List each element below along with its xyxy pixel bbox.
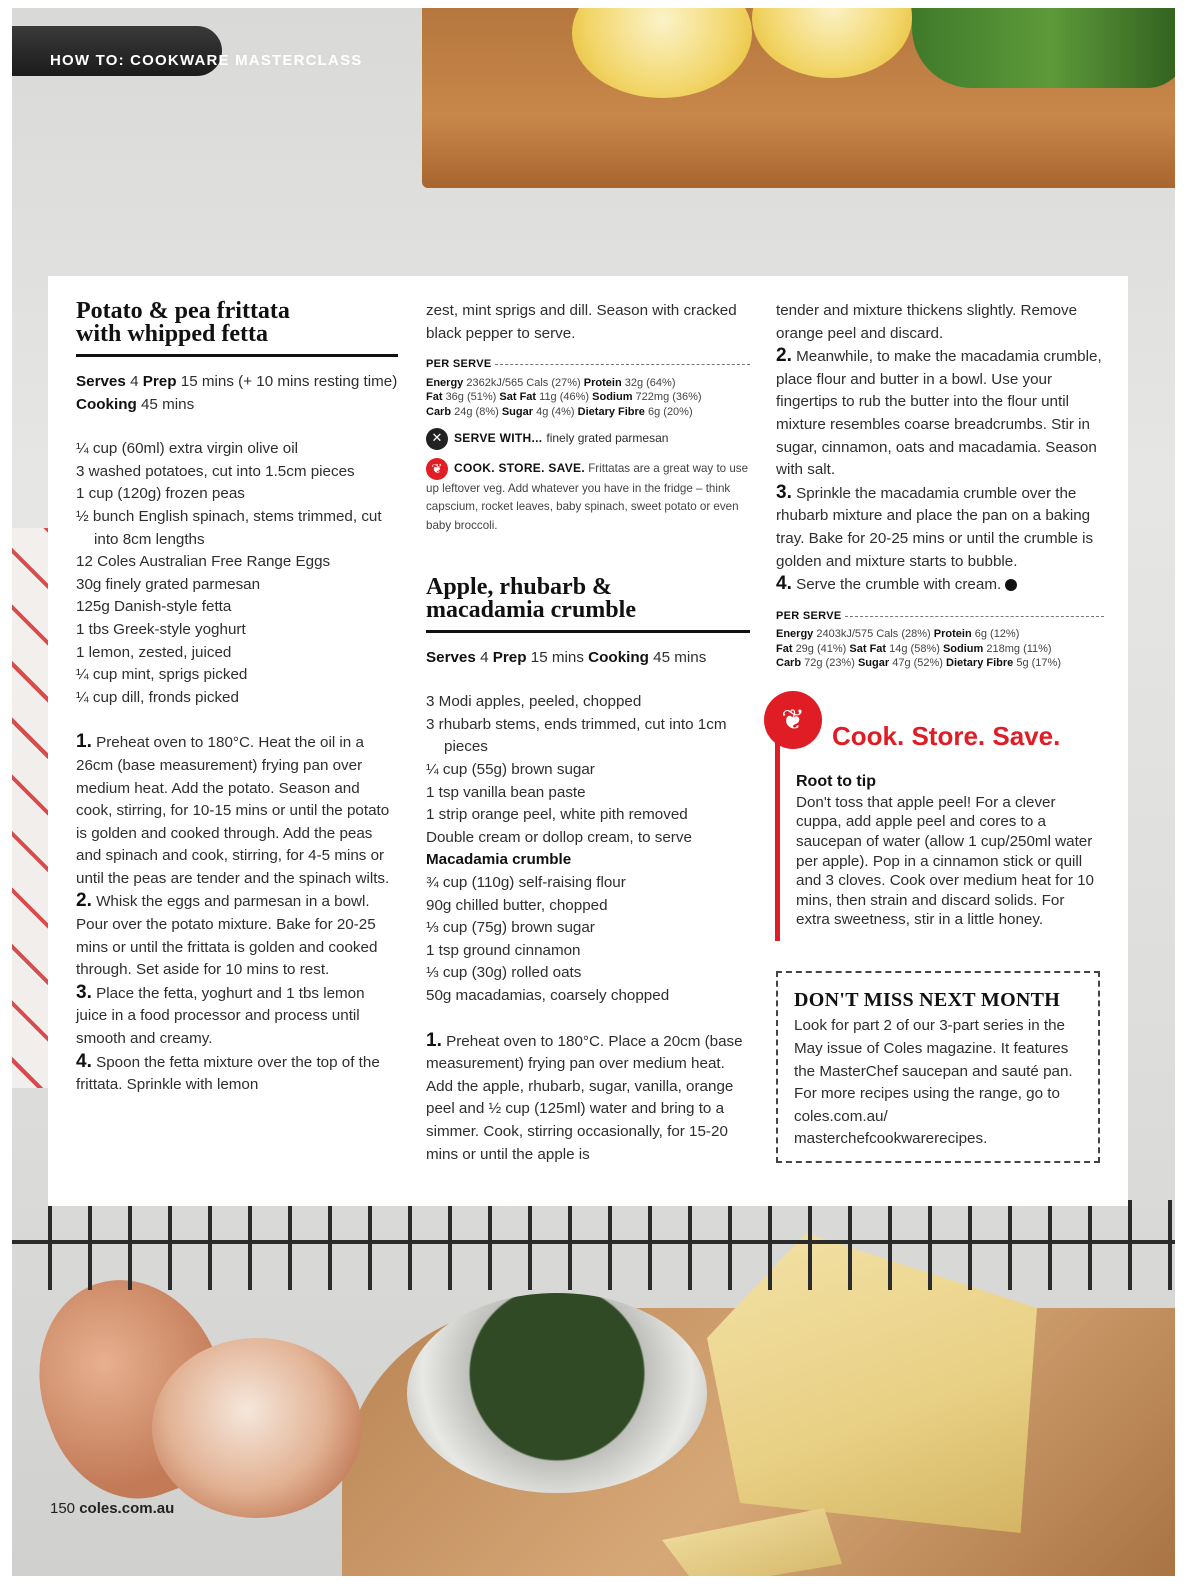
recipe-title bbox=[76, 300, 398, 346]
nutrition-value: 722mg (36%) bbox=[635, 391, 702, 404]
end-mark-icon bbox=[1005, 579, 1017, 591]
method-step bbox=[776, 482, 1104, 573]
nutrition-label: Dietary Fibre bbox=[577, 405, 645, 418]
nutrition-value: 2362kJ/565 Cals (27%) bbox=[466, 376, 581, 389]
cook-store-save-title: Cook. Store. Save. bbox=[832, 720, 1061, 751]
nutrition-value: 6g (12%) bbox=[974, 628, 1020, 641]
page-number: 150 bbox=[50, 1500, 76, 1517]
step-number: 2. bbox=[776, 345, 792, 367]
ingredient: 125g Danish-style fetta bbox=[76, 598, 232, 616]
column-2 bbox=[426, 300, 750, 1166]
tip-label: COOK. STORE. SAVE. bbox=[454, 460, 585, 475]
nutrition-value: 6g (20%) bbox=[647, 405, 693, 418]
nutrition-label: Sat Fat bbox=[499, 391, 537, 404]
nutrition-value: 2403kJ/575 Cals (28%) bbox=[816, 628, 931, 641]
nutrition-value: 36g (51%) bbox=[445, 391, 497, 404]
nutrition-info bbox=[426, 376, 750, 420]
nutrition-label: Sugar bbox=[857, 657, 890, 670]
title-rule bbox=[76, 354, 398, 357]
ingredient: ⅓ cup (30g) rolled oats bbox=[426, 964, 582, 982]
ingredient: ¾ cup (110g) self-raising flour bbox=[426, 874, 626, 891]
nutrition-value: 11g (46%) bbox=[539, 391, 590, 404]
column-1 bbox=[76, 300, 398, 1097]
cooking-value: 45 mins bbox=[653, 648, 707, 666]
ingredient-subheading: Macadamia crumble bbox=[426, 851, 572, 869]
step-text: Serve the crumble with cream. bbox=[796, 576, 1002, 594]
method-step bbox=[76, 982, 398, 1051]
recipe-meta bbox=[426, 647, 750, 670]
cook-store-save-tip bbox=[426, 458, 750, 536]
per-serve-label: PER SERVE bbox=[776, 609, 842, 622]
method-step bbox=[76, 1051, 398, 1097]
ingredient: 1 tsp vanilla bean paste bbox=[426, 783, 586, 801]
ingredient: Double cream or dollop cream, to serve bbox=[426, 828, 692, 846]
cooking-label: Cooking bbox=[76, 395, 137, 413]
ingredient: ¼ cup dill, fronds picked bbox=[76, 688, 239, 706]
recipe-title-line: Apple, rhubarb & bbox=[426, 573, 613, 600]
eggshell-image bbox=[152, 1338, 362, 1518]
step-number: 2. bbox=[76, 890, 92, 912]
prep-value: 15 mins (+ 10 mins resting time) bbox=[180, 373, 398, 390]
method-step bbox=[776, 573, 1104, 597]
method-step bbox=[76, 890, 398, 981]
title-rule bbox=[426, 630, 750, 633]
nutrition-value: 72g (23%) bbox=[804, 657, 855, 670]
nutrition-value: 5g (17%) bbox=[1016, 657, 1061, 670]
herbs-image bbox=[912, 8, 1175, 88]
method-step bbox=[776, 345, 1104, 482]
leaf-icon: ❦ bbox=[764, 691, 822, 749]
leaf-icon: ❦ bbox=[426, 458, 448, 480]
per-serve-heading bbox=[426, 353, 750, 376]
column-3 bbox=[776, 300, 1104, 1163]
step-number: 1. bbox=[76, 731, 92, 753]
nutrition-label: Sodium bbox=[942, 642, 984, 655]
nutrition-value: 47g (52%) bbox=[892, 657, 943, 670]
step-text: Sprinkle the macadamia crumble over the rhubarb mixture and place the pan on a baking tray. Bake for 20-25 mins or until the crumble is golden and mixture starts to bubble. bbox=[776, 484, 1094, 570]
method-step-continued: zest, mint sprigs and dill. Season with cracked black pepper to serve. bbox=[426, 302, 737, 342]
ingredient: ¼ cup (55g) brown sugar bbox=[426, 761, 595, 779]
nutrition-label: Protein bbox=[933, 628, 972, 641]
recipe-meta bbox=[76, 371, 398, 416]
ingredient: 1 strip orange peel, white pith removed bbox=[426, 806, 688, 824]
ingredient: 12 Coles Australian Free Range Eggs bbox=[76, 553, 331, 571]
cooking-label: Cooking bbox=[588, 648, 649, 666]
recipe-panel bbox=[48, 276, 1128, 1206]
ingredient: 3 Modi apples, peeled, chopped bbox=[426, 693, 642, 711]
step-text: Preheat oven to 180°C. Place a 20cm (base measurement) frying pan over medium heat. Add the apple, rhubarb, sugar, vanilla, orange peel and ½ cup (125ml) water and bring to a simmer. Cook, stirring occasionally, for 15-20 mins or until the apple is bbox=[426, 1032, 743, 1163]
nutrition-label: Energy bbox=[776, 628, 814, 641]
step-number: 4. bbox=[776, 573, 792, 595]
step-text: Place the fetta, yoghurt and 1 tbs lemon juice in a food processor and process until smooth and creamy. bbox=[76, 984, 365, 1048]
method-step bbox=[76, 731, 398, 890]
serve-with-label: SERVE WITH... bbox=[454, 431, 543, 446]
ingredient: ½ bunch English spinach, stems trimmed, cut into 8cm lengths bbox=[76, 507, 382, 548]
per-serve-heading bbox=[776, 605, 1104, 628]
nutrition-value: 14g (58%) bbox=[889, 642, 940, 655]
nutrition-label: Sugar bbox=[501, 405, 534, 418]
nutrition-value: 4g (4%) bbox=[536, 405, 575, 418]
serves-value: 4 bbox=[480, 648, 489, 666]
recipe-title-line: Potato & pea frittata bbox=[76, 298, 290, 324]
nutrition-label: Sat Fat bbox=[849, 642, 887, 655]
ingredient: 30g finely grated parmesan bbox=[76, 575, 261, 593]
page-footer bbox=[50, 1500, 174, 1517]
nutrition-value: 29g (41%) bbox=[795, 642, 847, 655]
dont-miss-title: DON'T MISS NEXT MONTH bbox=[794, 988, 1061, 1011]
cooking-value: 45 mins bbox=[140, 395, 195, 413]
nutrition-value: 24g (8%) bbox=[454, 405, 499, 418]
step-number: 1. bbox=[426, 1029, 442, 1051]
ingredient: 1 tbs Greek-style yoghurt bbox=[76, 620, 246, 638]
red-accent-line bbox=[775, 741, 780, 941]
serves-label: Serves bbox=[426, 648, 476, 666]
step-text: Spoon the fetta mixture over the top of the frittata. Sprinkle with lemon bbox=[76, 1053, 380, 1094]
serves-value: 4 bbox=[130, 373, 139, 390]
prep-label: Prep bbox=[142, 373, 177, 390]
ingredient: 1 cup (120g) frozen peas bbox=[76, 485, 245, 503]
step-text: Preheat oven to 180°C. Heat the oil in a 26cm (base measurement) frying pan over medium heat. Add the potato. Season and cook, stirring, for 10-15 mins or until the potato is golden and cooked through. Add the peas and spinach and cook, stirring, for 4-5 mins or until the peas are tender and the spinach wilts. bbox=[76, 734, 390, 887]
nutrition-label: Dietary Fibre bbox=[946, 657, 1014, 670]
ingredient: 3 washed potatoes, cut into 1.5cm pieces bbox=[76, 462, 355, 480]
nutrition-label: Sodium bbox=[592, 391, 633, 404]
nutrition-label: Carb bbox=[776, 657, 802, 670]
prep-value: 15 mins bbox=[530, 648, 584, 666]
cooling-rack-image bbox=[12, 1200, 1175, 1290]
prep-label: Prep bbox=[492, 648, 527, 666]
method-step-continued: tender and mixture thickens slightly. Remove orange peel and discard. bbox=[776, 302, 1078, 342]
step-text: Whisk the eggs and parmesan in a bowl. Pour over the potato mixture. Bake for 20-25 mins or until the frittata is golden and cooked through. Set aside for 10 mins to rest. bbox=[76, 893, 378, 979]
dont-miss-body: Look for part 2 of our 3-part series in the May issue of Coles magazine. It features the MasterChef saucepan and sauté pan. For more recipes using the range, go to coles.com.au/ masterchefcookwarerecipes. bbox=[794, 1017, 1073, 1148]
nutrition-label: Energy bbox=[426, 376, 464, 389]
cook-store-save-box bbox=[776, 691, 1104, 941]
cutlery-icon: ✕ bbox=[426, 428, 448, 450]
nutrition-value: 218mg (11%) bbox=[986, 642, 1052, 655]
ingredient: 1 tsp ground cinnamon bbox=[426, 941, 581, 959]
ingredient: 1 lemon, zested, juiced bbox=[76, 643, 232, 661]
nutrition-info bbox=[776, 627, 1104, 671]
footer-site: coles.com.au bbox=[79, 1500, 175, 1517]
ingredient-list bbox=[76, 438, 398, 709]
nutrition-label: Protein bbox=[583, 376, 622, 389]
per-serve-label: PER SERVE bbox=[426, 358, 492, 371]
nutrition-label: Fat bbox=[426, 391, 443, 404]
ingredient: 3 rhubarb stems, ends trimmed, cut into 1cm pieces bbox=[426, 715, 727, 756]
serve-with-text: finely grated parmesan bbox=[546, 431, 669, 446]
recipe-title bbox=[426, 573, 750, 623]
ingredient: ¼ cup mint, sprigs picked bbox=[76, 666, 248, 684]
tip-text: Frittatas are a great way to use up leftover veg. Add whatever you have in the fridge – think capscium, rocket leaves, baby spinach, sweet potato or even baby broccoli. bbox=[426, 461, 749, 533]
cook-store-save-subtitle: Root to tip bbox=[796, 772, 876, 790]
serve-with bbox=[426, 427, 750, 450]
ingredient: ¼ cup (60ml) extra virgin olive oil bbox=[76, 440, 298, 458]
nutrition-label: Fat bbox=[776, 642, 793, 655]
ingredient: 90g chilled butter, chopped bbox=[426, 896, 608, 914]
ingredient: ⅓ cup (75g) brown sugar bbox=[426, 919, 595, 937]
ingredient-list bbox=[426, 691, 750, 1007]
section-title: HOW TO: COOKWARE MASTERCLASS bbox=[50, 52, 363, 69]
cook-store-save-body: Don't toss that apple peel! For a clever cuppa, add apple peel and cores to a saucepan of water (allow 1 cup/250ml water per apple). Pop in a cinnamon stick or quill and 3 cloves. Cook over medium heat for 10 mins, then strain and discard solids. For extra sweetness, stir in a little honey. bbox=[796, 793, 1095, 929]
method-step bbox=[426, 1030, 750, 1167]
step-number: 4. bbox=[76, 1050, 92, 1072]
dill-bowl-image bbox=[407, 1293, 707, 1493]
dont-miss-box bbox=[776, 971, 1100, 1163]
nutrition-label: Carb bbox=[426, 405, 452, 418]
recipe-title-line: with whipped fetta bbox=[76, 321, 269, 347]
step-number: 3. bbox=[76, 981, 92, 1003]
nutrition-value: 32g (64%) bbox=[624, 376, 676, 389]
ingredient: 50g macadamias, coarsely chopped bbox=[426, 986, 670, 1004]
serves-label: Serves bbox=[76, 373, 126, 390]
recipe-title-line: macadamia crumble bbox=[426, 596, 636, 623]
step-text: Meanwhile, to make the macadamia crumble, place flour and butter in a bowl. Use your fingertips to rub the butter into the flour until mixture resembles coarse breadcrumbs. Stir in sugar, cinnamon, oats and macadamia. Season with salt. bbox=[776, 348, 1102, 479]
step-number: 3. bbox=[776, 481, 792, 503]
